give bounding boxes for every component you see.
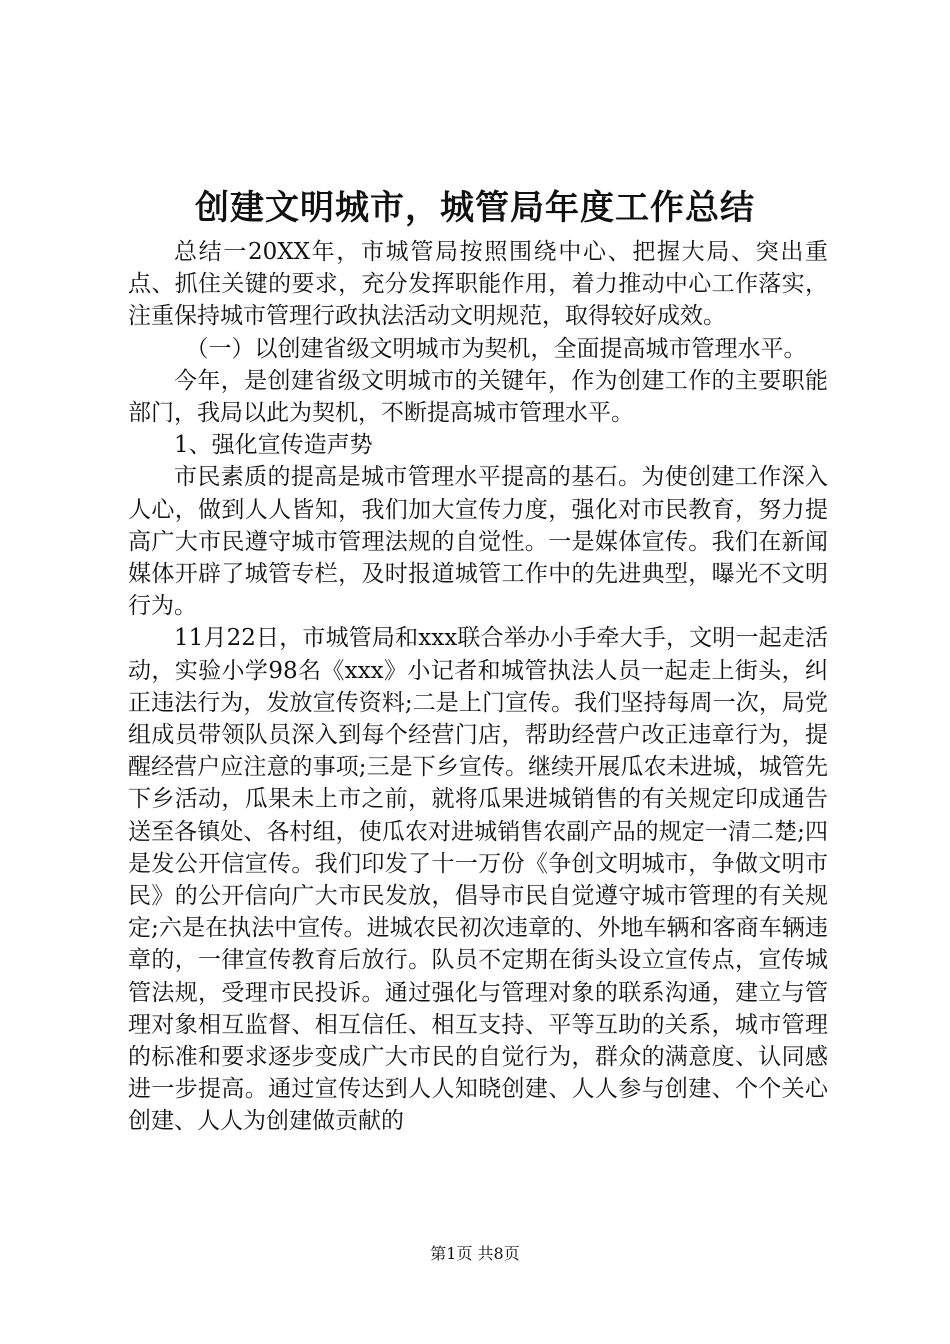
paragraph-activities: 11月22日，市城管局和xxx联合举办小手牵大手，文明一起走活动，实验小学98名《xxx》小记者和城管执法人员一起走上街头，纠正违法行为，发放宣传资料;二是上门宣传。我们坚持每周一次，局党组成员带领队员深入到每个经营门店，帮助经营户改正违章行为，提醒经营户应注意的事项;三是下乡宣传。继续开展瓜农未进城，城管先下乡活动，瓜果未上市之前，就将瓜果进城销售的有关规定印成通告送至各镇处、各村组，使瓜农对进城销售农副产品的规定一清二楚;四是发公开信宣传。我们印发了十一万份《争创文明城市，争做文明市民》的公开信向广大市民发放，倡导市民自觉遵守城市管理的有关规定;六是在执法中宣传。进城农民初次违章的、外地车辆和客商车辆违章的，一律宣传教育后放行。队员不定期在街头设立宣传点，宣传城管法规，受理市民投诉。通过强化与管理对象的联系沟通，建立与管理对象相互监督、相互信任、相互支持、平等互助的关系，城市管理的标准和要求逐步变成广大市民的自觉行为，群众的满意度、认同感进一步提高。通过宣传达到人人知晓创建、人人参与创建、个个关心创建、人人为创建做贡献的	[128, 625, 828, 1135]
subheading-1: 1、强化宣传造声势	[174, 432, 373, 459]
paragraph-publicity: 市民素质的提高是城市管理水平提高的基石。为使创建工作深入人心，做到人人皆知，我们加大宣传力度，强化对市民教育，努力提高广大市民遵守城市管理法规的自觉性。一是媒体宣传。我们在新闻媒体开辟了城管专栏，及时报道城管工作中的先进典型，曝光不文明行为。	[128, 464, 828, 620]
section-heading-1: （一）以创建省级文明城市为契机，全面提高城市管理水平。	[185, 335, 807, 362]
document-body	[128, 236, 828, 1138]
page-number: 第1页 共8页	[430, 1244, 520, 1263]
paragraph-intro: 总结一20XX年，市城管局按照围绕中心、把握大局、突出重点、抓住关键的要求，充分发挥职能作用，着力推动中心工作落实，注重保持城市管理行政执法活动文明规范，取得较好成效。	[128, 239, 828, 330]
document-title: 创建文明城市，城管局年度工作总结	[195, 188, 755, 228]
paragraph-section-1: 今年，是创建省级文明城市的关键年，作为创建工作的主要职能部门，我局以此为契机，不断提高城市管理水平。	[128, 367, 828, 427]
